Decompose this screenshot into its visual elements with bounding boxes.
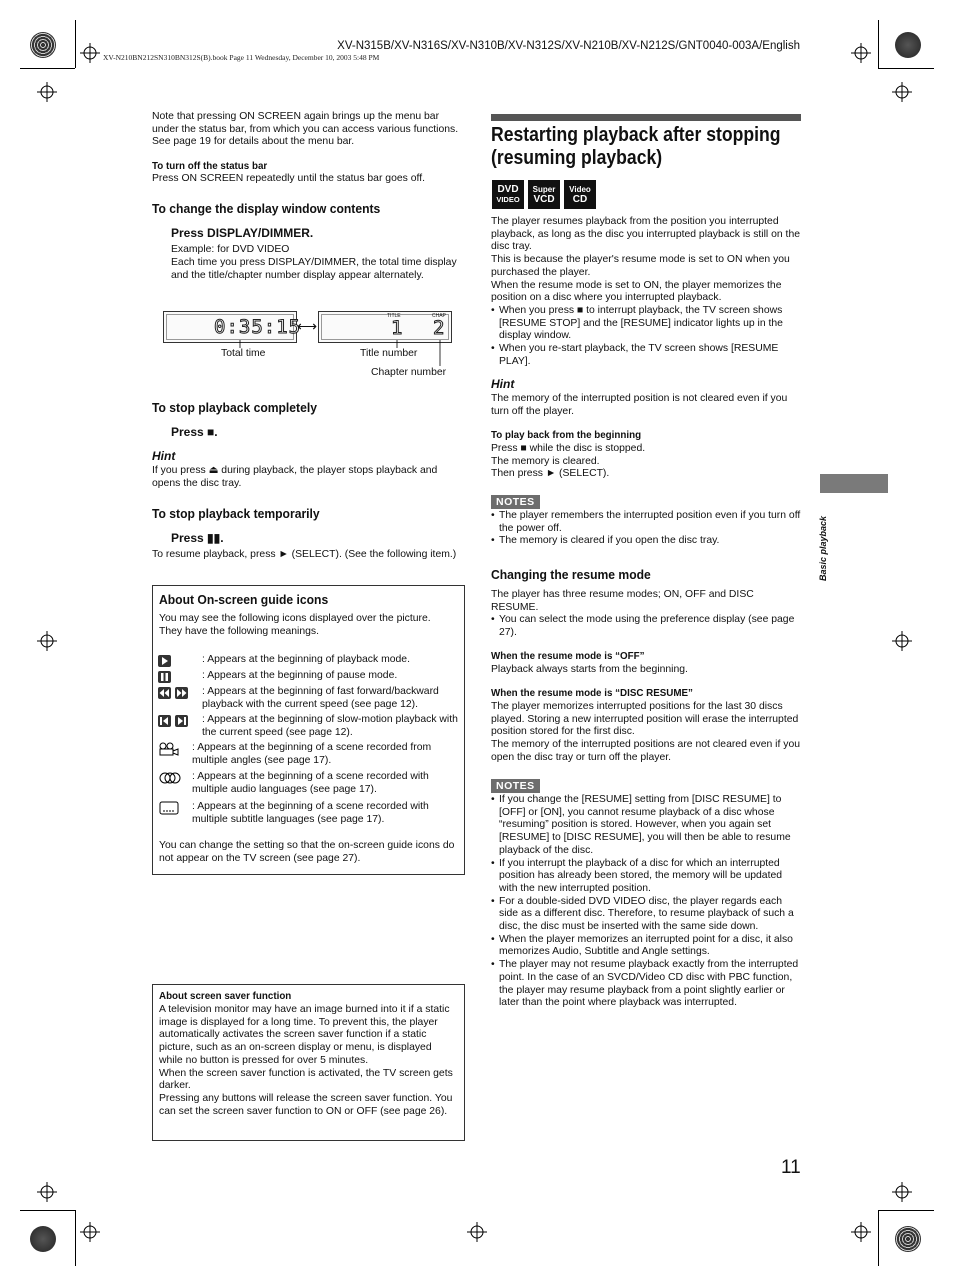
guide-item-angle xyxy=(158,742,458,767)
guide-icon-list xyxy=(158,654,458,743)
intro-text: Note that pressing ON SCREEN again brings up the menu bar under the status bar, from which you can access various functions. See page 19 for details about the menu bar. xyxy=(152,111,459,148)
resume-hint-label: Hint xyxy=(491,377,515,391)
book-info-line: XV-N210BN212SN310BN312S(B).book Page 11 Wednesday, December 10, 2003 5:48 PM xyxy=(103,53,380,62)
guide-item-text: : Appears at the beginning of a scene recorded from multiple angles (see page 17). xyxy=(192,742,432,766)
guide-item-text: : Appears at the beginning of pause mode. xyxy=(202,670,398,681)
guide-item-text: : Appears at the beginning of a scene recorded with multiple subtitle languages (see page 17). xyxy=(192,800,429,825)
guide-item-text: : Appears at the beginning of a scene recorded with multiple audio languages (see page 17). xyxy=(192,771,429,796)
begin-line: The memory is cleared. xyxy=(491,455,600,467)
guide-item-text: : Appears at the beginning of slow-motion playback with the current speed (see page 12). xyxy=(202,714,458,739)
video-cd-logo-icon: Video CD xyxy=(564,180,596,209)
resume-hint-text: The memory of the interrupted position is not cleared even if you turn off the player. xyxy=(491,393,788,417)
notes-label-2: NOTES xyxy=(491,776,540,794)
side-tab xyxy=(820,474,888,493)
display-text: Each time you press DISPLAY/DIMMER, the total time display and the title/chapter number display appear alternately. xyxy=(171,257,457,281)
list-item: • When you press ■ to interrupt playback, the TV screen shows [RESUME STOP] and the [RESUME] indicator lights up in the display window. xyxy=(491,305,801,343)
resume-bullets xyxy=(491,305,801,369)
list-item: • When the player memorizes an iterrupted point for a disc, it also memorizes Audio, Subtitle and Angle settings. xyxy=(491,934,801,959)
guide-item-fast xyxy=(158,686,458,711)
saver-p3: Pressing any buttons will release the screen saver function. You can set the screen saver function to ON or OFF (see page 26). xyxy=(159,1092,453,1117)
resume-p1: The player resumes playback from the position you interrupted playback, as long as the disc you interrupted playback is still on the disc tray. xyxy=(491,216,801,253)
status-off-heading: To turn off the status bar xyxy=(152,161,268,172)
mode-disc-heading: When the resume mode is “DISC RESUME” xyxy=(491,688,693,699)
chap-tag: CHAP xyxy=(432,313,446,319)
mode-off-text: Playback always starts from the beginning. xyxy=(491,664,688,675)
guide-item-subtitle xyxy=(158,801,458,826)
display-press: Press DISPLAY/DIMMER. xyxy=(171,226,314,240)
mode-disc-text xyxy=(491,701,801,765)
chap-digit: 2 xyxy=(433,317,445,339)
stop-hint-text: If you press ⏏ during playback, the player stops playback and opens the disc tray. xyxy=(152,465,438,489)
notes-label-1: NOTES xyxy=(491,492,540,510)
model-header: XV-N315B/XV-N316S/XV-N310B/XV-N312S/XV-N210B/XV-N212S/GNT0040-003A/English xyxy=(337,40,800,52)
slow-forward-icon xyxy=(175,715,188,727)
title-line-1: Restarting playback after stopping xyxy=(491,124,781,146)
list-item: • When you re-start playback, the TV screen shows [RESUME PLAY]. xyxy=(491,343,801,368)
fast-forward-icon xyxy=(175,687,188,699)
pause-icon xyxy=(158,671,171,683)
title-digit: 1 xyxy=(391,317,403,339)
audio-icon xyxy=(158,771,192,790)
begin-line: Then press ► (SELECT). xyxy=(491,468,610,480)
display-heading: To change the display window contents xyxy=(152,201,381,216)
guide-icons-box xyxy=(152,585,465,875)
display-example: Example: for DVD VIDEO xyxy=(171,244,290,255)
saver-p2: When the screen saver function is activated, the TV screen gets darker. xyxy=(159,1067,453,1092)
change-p: The player has three resume modes; ON, OFF and DISC RESUME. xyxy=(491,589,754,613)
notes-list-1 xyxy=(491,510,801,548)
list-item: • If you interrupt the playback of a disc for which an interrupted position has already been stored, the memory will be updated with the new interrupted position. xyxy=(491,858,801,896)
begin-line: Press ■ while the disc is stopped. xyxy=(491,443,646,454)
title-rule xyxy=(491,114,801,121)
temp-stop-text: To resume playback, press ► (SELECT). (See the following item.) xyxy=(152,549,457,560)
disc-p1: The player memorizes interrupted positions for the last 30 discs played. Storing a new interrupted position will erase the interrupted position stored for the first disc. xyxy=(491,701,799,738)
stop-press: Press ■. xyxy=(171,425,218,439)
angle-icon xyxy=(158,742,192,761)
saver-text xyxy=(159,1004,457,1118)
guide-box-footer: You can change the setting so that the on-screen guide icons do not appear on the TV screen (see page 27). xyxy=(159,840,455,864)
screen-saver-box xyxy=(152,984,465,1141)
change-bullets xyxy=(491,614,801,639)
resume-description xyxy=(491,216,801,368)
subtitle-icon xyxy=(158,801,192,820)
play-from-beginning-text xyxy=(491,443,801,481)
guide-item-text: : Appears at the beginning of playback mode. xyxy=(202,654,410,665)
fast-backward-icon xyxy=(158,687,171,699)
label-title-number: Title number xyxy=(360,348,418,359)
slow-backward-icon xyxy=(158,715,171,727)
list-item: • The memory is cleared if you open the disc tray. xyxy=(491,535,801,548)
play-icon xyxy=(158,655,171,667)
alternate-arrow-icon: ⟷ xyxy=(297,318,318,334)
dvd-video-logo-icon: DVD VIDEO xyxy=(492,180,524,209)
stop-hint-label: Hint xyxy=(152,449,176,463)
guide-icon-list-2 xyxy=(158,742,458,829)
guide-item-text: : Appears at the beginning of fast forward/backward playback with the current speed (see page 12). xyxy=(202,686,439,710)
change-resume-text xyxy=(491,589,801,640)
label-total-time: Total time xyxy=(221,348,266,359)
page-title xyxy=(491,124,780,170)
title-tag: TITLE xyxy=(387,313,401,319)
label-chapter-number: Chapter number xyxy=(371,367,447,378)
title-line-2: (resuming playback) xyxy=(491,147,663,169)
super-vcd-logo-icon: Super VCD xyxy=(528,180,560,209)
list-item: • The player remembers the interrupted position even if you turn off the power off. xyxy=(491,510,801,535)
guide-item-slow xyxy=(158,714,458,739)
disc-p2: The memory of the interrupted positions are not cleared even if you open the disc tray or turn off the player. xyxy=(491,739,800,763)
mode-off-heading: When the resume mode is “OFF” xyxy=(491,651,645,662)
time-digits: 0:35:15 xyxy=(214,316,302,338)
guide-item-pause xyxy=(158,670,458,683)
temp-stop-heading: To stop playback temporarily xyxy=(152,506,320,521)
status-off-text: Press ON SCREEN repeatedly until the status bar goes off. xyxy=(152,173,425,184)
play-from-beginning-heading: To play back from the beginning xyxy=(491,430,642,441)
list-item: • You can select the mode using the preference display (see page 27). xyxy=(491,614,801,639)
page-number: 11 xyxy=(781,1157,801,1178)
notes-list-2 xyxy=(491,794,801,1010)
list-item: • The player may not resume playback exactly from the interrupted point. In the case of an SVCD/Video CD disc with PBC function, the player may resume playback from a point slightly earlier or later than the point where playback was interrupted. xyxy=(491,959,801,1010)
guide-item-play xyxy=(158,654,458,667)
resume-p2: This is because the player's resume mode is set to ON when you purchased the player. xyxy=(491,254,790,278)
change-resume-heading: Changing the resume mode xyxy=(491,567,651,582)
list-item: • If you change the [RESUME] setting from [DISC RESUME] to [OFF] or [ON], you cannot resume playback of a disc whose “resuming” position is stored. However, when you again set [RESUME] to [DISC RESUME], you will then be able to resume playback of the disc. xyxy=(491,794,801,858)
resume-p3: When the resume mode is set to ON, the player memorizes the position on a disc where you interrupted playback. xyxy=(491,279,782,304)
saver-title: About screen saver function xyxy=(159,991,292,1002)
saver-p1: A television monitor may have an image burned into it if a static image is displayed for a long time. To prevent this, the player automatically activates the screen saver function if a static picture, such as an on-screen display or menu, is displayed while no button is pressed for over 5 minutes. xyxy=(159,1004,450,1066)
stop-heading: To stop playback completely xyxy=(152,400,317,415)
disc-logos xyxy=(492,180,596,209)
temp-stop-press: Press ▮▮. xyxy=(171,531,224,545)
side-tab-label: Basic playback xyxy=(818,515,828,581)
guide-box-title: About On-screen guide icons xyxy=(159,592,329,607)
side-tab-label-wrap xyxy=(818,505,832,585)
guide-item-audio xyxy=(158,771,458,796)
list-item: • For a double-sided DVD VIDEO disc, the player regards each side as a different disc. Therefore, to resume playback of such a disc, the disc must be inserted with the same side down. xyxy=(491,896,801,934)
guide-box-intro: You may see the following icons displayed over the picture. They have the following meanings. xyxy=(159,613,431,637)
